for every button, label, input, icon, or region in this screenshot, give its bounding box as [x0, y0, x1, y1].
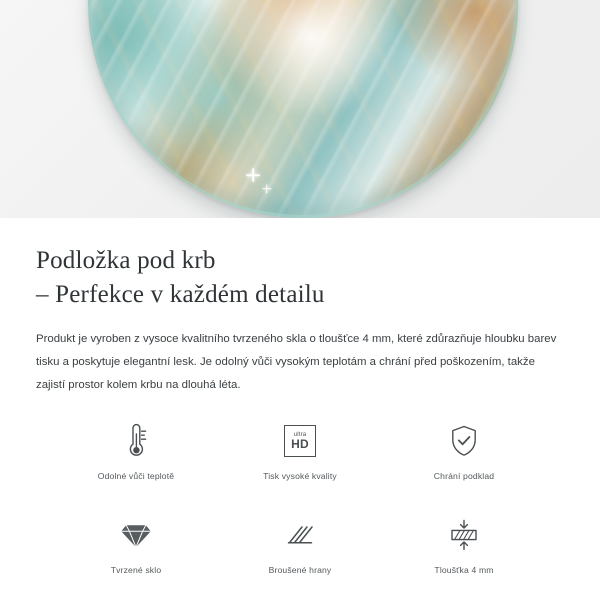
polished-edges-icon [282, 514, 318, 556]
hero-image [0, 0, 600, 218]
feature-item-thickness [382, 514, 546, 596]
feature-grid [36, 420, 564, 596]
ultra-hd-icon: ultra HD [284, 420, 316, 462]
page-title [36, 244, 564, 312]
feature-label: Tisk vysoké kvality [263, 471, 337, 482]
feature-label: Odolné vůči teplotě [97, 471, 175, 482]
description-paragraph: Produkt je vyroben z vysoce kvalitního tvrzeného skla o tloušťce 4 mm, které zdůrazňuje hloubku barev tisku a poskytuje elegantní lesk. Je odolný vůči vysokým teplotám a chrání před poškozením, takže zajistí prostor kolem krbu na dlouhá léta. [36, 333, 557, 391]
feature-label: Tvrzené sklo [110, 565, 162, 576]
feature-item-print-quality [218, 420, 382, 502]
diamond-icon [117, 514, 155, 556]
feature-label: Broušené hrany [268, 565, 332, 576]
feature-label: Chrání podklad [433, 471, 495, 482]
headline-line-1: Podložka pod krb [36, 247, 216, 274]
shield-check-icon [447, 420, 481, 462]
content-area [0, 244, 600, 596]
feature-item-tempered-glass [54, 514, 218, 596]
feature-label: Tloušťka 4 mm [434, 565, 494, 576]
feature-item-temperature [54, 420, 218, 502]
glass-pad-product-image [88, 0, 518, 218]
thickness-icon [445, 514, 483, 556]
thermometer-icon [119, 420, 153, 462]
headline-line-2: – Perfekce v každém detailu [36, 281, 325, 308]
feature-item-surface-protection [382, 420, 546, 502]
feature-item-polished-edges [218, 514, 382, 596]
